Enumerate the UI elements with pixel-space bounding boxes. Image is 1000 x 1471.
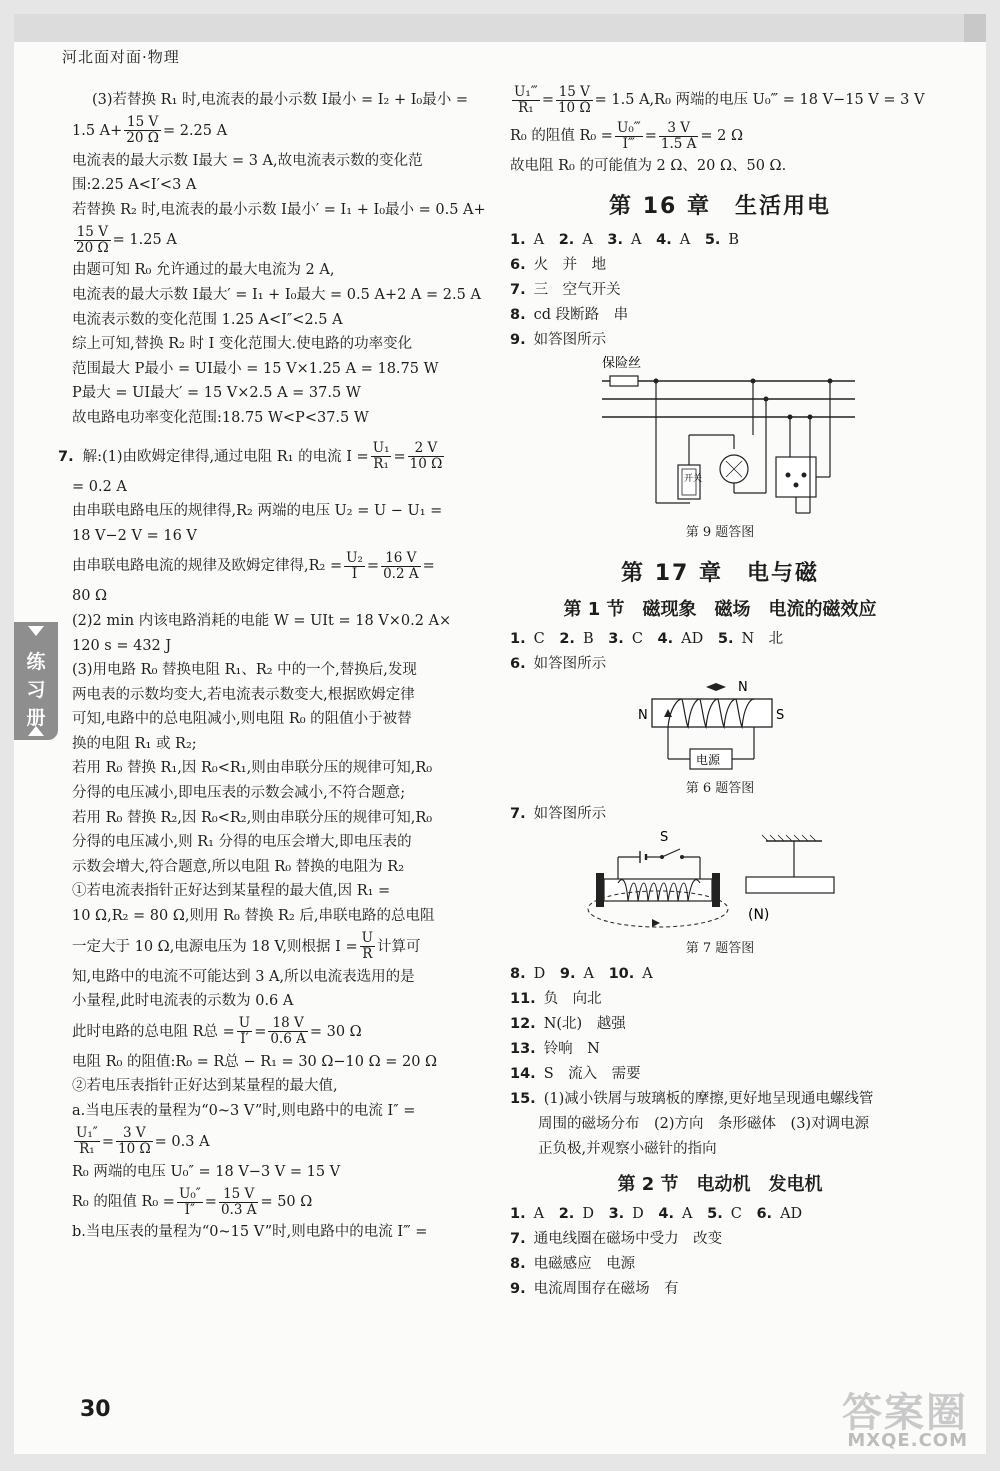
switch-label: 开关	[684, 473, 703, 484]
fraction: $\frac{U}{R}$	[361, 930, 373, 963]
side-tab	[14, 622, 58, 740]
fraction: $\frac{U}{I'}$	[238, 1015, 251, 1048]
text-line: $\frac{15 V}{20 \Omega}$ = 1.25 A	[76, 223, 177, 256]
page-number: 30	[80, 1397, 111, 1422]
text-line: R₀ 的阻值 R₀ = $\frac{\text{U₀″}}{I''}$ = $\frac{15 V}{0.3 A}$ = 50 Ω	[72, 1185, 313, 1218]
figure-6-caption: 第 6 题答图	[685, 780, 755, 796]
text-line: 若用 R₀ 替换 R₁,因 R₀<R₁,则由串联分压的规律可知,R₀	[72, 760, 433, 777]
chapter-16-title: 第 16 章 生活用电	[609, 193, 831, 219]
text-line: 可知,电路中的总电阻减小,则电阻 R₀ 的阻值小于被替	[72, 711, 412, 728]
answer-row: 11. 负 向北	[510, 990, 602, 1007]
section-2-title: 第 2 节 电动机 发电机	[617, 1173, 823, 1195]
text-line: 由串联电路电流的规律及欧姆定律得,R₂ = $\frac{\text{U₂}}{I}$ = $\frac{16 V}{0.2 A}$ =	[72, 549, 435, 582]
power-source-label: 电源	[696, 752, 721, 767]
circuit-diagram	[510, 353, 930, 531]
answer-row: 6. 如答图所示	[510, 655, 607, 672]
text-line: 综上可知,替换 R₂ 时 I 变化范围大.使电路的功率变化	[72, 336, 413, 353]
watermark-text: 答案圈	[842, 1390, 968, 1436]
answer-row: 13. 铃响 N	[510, 1040, 600, 1057]
answer-row: 8. D 9. A 10. A	[510, 965, 653, 982]
tab-arrow-down-icon	[28, 726, 44, 736]
text-line: 示数会增大,符合题意,所以电阻 R₀ 替换的电阻为 R₂	[72, 858, 405, 875]
tab-arrow-up-icon	[28, 626, 44, 636]
compass-needle-icon	[706, 683, 726, 691]
answer-row: 12. N(北) 越强	[510, 1015, 626, 1032]
core-end-right	[712, 873, 720, 907]
text-line: 1.5 A+ $\frac{15 V}{20 \Omega}$ = 2.25 A	[72, 114, 228, 147]
text-line: 若替换 R₂ 时,电流表的最小示数 I最小′ = I₁ + I₀最小 = 0.5 A+	[72, 201, 486, 218]
fraction: $\frac{15 V}{20 \Omega}$	[126, 114, 159, 147]
text-line: 换的电阻 R₁ 或 R₂;	[72, 735, 197, 752]
text-line: 范围最大 P最小 = UI最小 = 15 V×1.25 A = 18.75 W	[72, 360, 439, 377]
section-1-title: 第 1 节 磁现象 磁场 电流的磁效应	[563, 598, 877, 620]
text-line: 120 s = 432 J	[72, 637, 172, 654]
s-pole-label: S	[776, 707, 785, 723]
switch-icon	[662, 849, 680, 857]
fraction: $\frac{\text{U₁‴}}{\text{R₁}}$	[514, 83, 538, 116]
text-line: 由串联电路电压的规律得,R₂ 两端的电压 U₂ = U − U₁ =	[72, 503, 443, 520]
text-line: b.当电压表的量程为“0~15 V”时,则电路中的电流 I‴ =	[72, 1224, 428, 1241]
text-line: 10 Ω,R₂ = 80 Ω,则用 R₀ 替换 R₂ 后,串联电路的总电阻	[72, 908, 435, 925]
answer-row: 7. 三 空气开关	[510, 281, 621, 298]
bar-magnet	[746, 877, 834, 893]
text-line: 18 V−2 V = 16 V	[72, 527, 197, 544]
text-line: 故电阻 R₀ 的可能值为 2 Ω、20 Ω、50 Ω.	[510, 158, 787, 174]
text-line: 电流表的最大示数 I最大 = 3 A,故电流表示数的变化范	[72, 152, 423, 169]
text-line: 若用 R₀ 替换 R₂,因 R₀<R₂,则由串联分压的规律可知,R₀	[72, 809, 433, 826]
text-line: 电流表的最大示数 I最大′ = I₁ + I₀最大 = 0.5 A+2 A = 2.5 A	[72, 286, 481, 303]
text-line: 一定大于 10 Ω,电源电压为 18 V,则根据 I = $\frac{U}{R}$ 计算可	[72, 930, 421, 963]
text-line: 分得的电压减小,则 R₁ 分得的电压会增大,即电压表的	[72, 834, 412, 851]
text-line: (2)2 min 内该电路消耗的电能 W = UIt = 18 V×0.2 A×	[72, 612, 452, 629]
left-column	[58, 88, 486, 1245]
figure-6-solenoid	[510, 677, 930, 777]
figure-7-caption: 第 7 题答图	[685, 940, 755, 956]
text-line: R₀ 两端的电压 U₀″ = 18 V−3 V = 15 V	[72, 1163, 341, 1180]
answer-row: 1. C 2. B 3. C 4. AD 5. N 北	[510, 630, 784, 647]
figure-7-electromagnet	[510, 827, 930, 937]
answer-row: 6. 火 并 地	[510, 256, 607, 273]
fraction: $\frac{15 V}{0.3 A}$	[220, 1185, 257, 1218]
fuse-label: 保险丝	[602, 355, 642, 371]
fraction: $\frac{\text{U₀‴}}{I‴}$	[616, 119, 641, 152]
text-line: P最大 = UI最大′ = 15 V×2.5 A = 37.5 W	[72, 385, 361, 402]
text-line: 两电表的示数均变大,若电流表示数变大,根据欧姆定律	[72, 686, 415, 703]
magnet-n-label: (N)	[748, 906, 770, 923]
text-line: R₀ 的阻值 R₀ = $\frac{\text{U₀‴}}{I‴}$ = $\frac{3 V}{1.5 A}$ = 2 Ω	[510, 119, 744, 152]
fraction: $\frac{\text{U₂}}{I}$	[346, 549, 363, 582]
answer-row: 15. (1)减小铁屑与玻璃板的摩擦,更好地呈现通电螺线管	[510, 1090, 874, 1107]
fraction: $\frac{3 V}{10 \Omega}$	[118, 1125, 151, 1158]
answer-row: 9. 如答图所示	[510, 331, 607, 348]
chapter-17-title: 第 17 章 电与磁	[621, 560, 819, 586]
text-line: 80 Ω	[72, 588, 108, 605]
text-line: 小量程,此时电流表的示数为 0.6 A	[72, 993, 294, 1010]
compass-n-label: N	[738, 679, 748, 695]
fraction: $\frac{16 V}{0.2 A}$	[383, 549, 419, 582]
text-line: 电流表示数的变化范围 1.25 A<I″<2.5 A	[72, 311, 343, 328]
fraction: $\frac{15 V}{10 \Omega}$	[557, 83, 591, 116]
answer-row: 8. cd 段断路 串	[510, 306, 629, 323]
answer-row: 14. S 流入 需要	[510, 1065, 641, 1082]
fraction: $\frac{\text{U₁}}{\text{R₁}}$	[372, 440, 390, 473]
text-line: = 0.2 A	[72, 478, 127, 495]
electromagnet-diagram	[510, 827, 930, 937]
fraction: $\frac{2 V}{10 \Omega}$	[409, 440, 443, 473]
core-end-left	[596, 873, 604, 907]
text-line: (3)若替换 R₁ 时,电流表的最小示数 I最小 = I₂ + I₀最小 =	[92, 92, 469, 108]
switch-s-label: S	[660, 829, 669, 845]
right-column	[510, 83, 930, 1302]
question-7-line: 7. 解:(1)由欧姆定律得,通过电阻 R₁ 的电流 I = $\frac{\text{U₁}}{\text{R₁}}$ = $\frac{2 V}{10 \Omega}$	[58, 439, 482, 475]
side-tab-label: 练习册	[26, 651, 46, 729]
text-line: ②若电压表指针正好达到某量程的最大值,	[72, 1078, 338, 1095]
fraction: $\frac{\text{U₁″}}{\text{R₁}}$	[76, 1125, 98, 1158]
fraction: $\frac{\text{U₀″}}{I''}$	[178, 1185, 201, 1218]
text-line: (3)用电路 R₀ 替换电阻 R₁、R₂ 中的一个,替换后,发现	[72, 662, 417, 679]
fraction: $\frac{15 V}{20 \Omega}$	[76, 223, 109, 256]
top-band	[14, 14, 986, 42]
watermark-url: MXQE.COM	[847, 1430, 968, 1451]
question-number: 7.	[58, 448, 74, 465]
answer-continuation: 周围的磁场分布 (2)方向 条形磁体 (3)对调电源	[538, 1115, 870, 1132]
answer-row: 7. 如答图所示	[510, 805, 607, 822]
answer-row: 9. 电流周围存在磁场 有	[510, 1280, 679, 1297]
text-line: 围:2.25 A<I′<3 A	[72, 177, 197, 194]
solenoid-diagram	[510, 677, 930, 777]
text-line: 分得的电压减小,即电压表的示数会减小,不符合题意;	[72, 785, 406, 802]
figure-9-household-circuit	[510, 353, 930, 531]
text-line: 知,电路中的电流不可能达到 3 A,所以电流表选用的是	[72, 968, 415, 985]
text-line: 此时电路的总电阻 R总 = $\frac{U}{I'}$ = $\frac{18 V}{0.6 A}$ = 30 Ω	[72, 1015, 362, 1048]
answer-row: 1. A 2. D 3. D 4. A 5. C 6. AD	[510, 1205, 803, 1222]
answer-row: 1. A 2. A 3. A 4. A 5. B	[510, 231, 740, 248]
watermark-logo	[806, 1381, 976, 1451]
text-line: a.当电压表的量程为“0~3 V”时,则电路中的电流 I″ =	[72, 1103, 416, 1119]
fraction: $\frac{18 V}{0.6 A}$	[270, 1015, 306, 1048]
text-line: $\frac{\text{U₁″}}{\text{R₁}}$ = $\frac{3 V}{10 \Omega}$ = 0.3 A	[76, 1125, 210, 1158]
text-line: ①若电流表指针正好达到某量程的最大值,因 R₁ =	[72, 883, 391, 900]
figure-9-caption: 第 9 题答图	[685, 524, 755, 540]
n-pole-label: N	[638, 707, 648, 723]
answer-continuation: 正负极,并观察小磁针的指向	[538, 1140, 717, 1157]
text-line: 故电路电功率变化范围:18.75 W<P<37.5 W	[72, 409, 369, 426]
text-line: $\frac{\text{U₁‴}}{\text{R₁}}$ = $\frac{15 V}{10 \Omega}$ = 1.5 A,R₀ 两端的电压 U₀‴ = 18 V−15 V = 3 V	[514, 83, 925, 116]
text-line: 电阻 R₀ 的阻值:R₀ = R总 − R₁ = 30 Ω−10 Ω = 20 Ω	[72, 1053, 438, 1070]
fraction: $\frac{3 V}{1.5 A}$	[660, 119, 697, 152]
text-line: 由题可知 R₀ 允许通过的最大电流为 2 A,	[72, 262, 335, 279]
answer-row: 8. 电磁感应 电源	[510, 1255, 636, 1272]
answer-row: 7. 通电线圈在磁场中受力 改变	[510, 1230, 723, 1247]
running-header: 河北面对面·物理	[62, 48, 180, 66]
